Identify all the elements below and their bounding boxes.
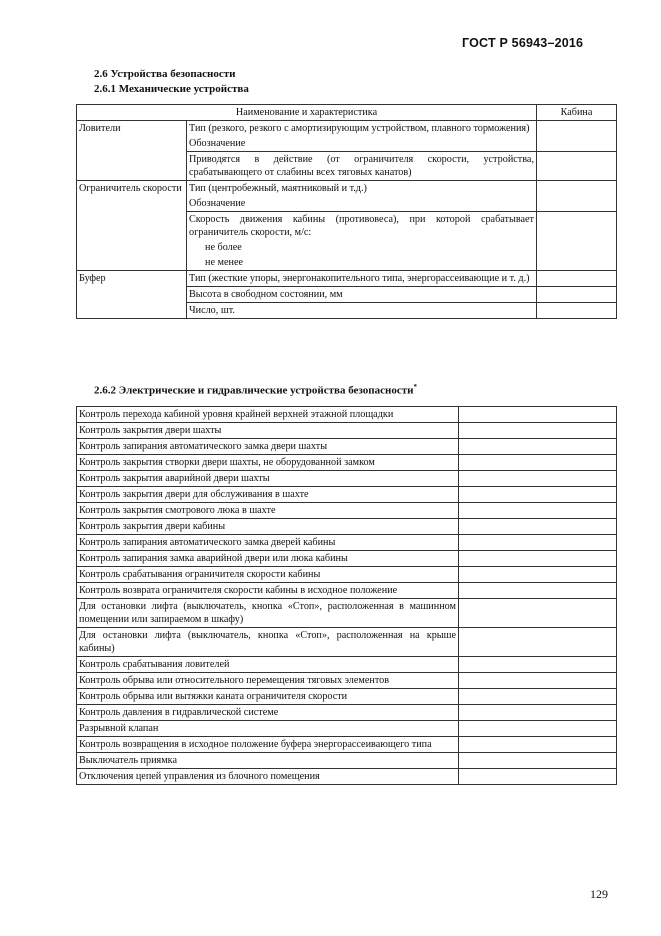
table-row	[77, 567, 617, 583]
table-row	[77, 455, 617, 471]
device-name-cell: Контроль закрытия створки двери шахты, не оборудованной замком	[77, 455, 459, 471]
device-value-cell[interactable]	[459, 487, 617, 503]
cabin-value-cell[interactable]	[537, 287, 617, 303]
device-value-cell[interactable]	[459, 583, 617, 599]
device-value-cell[interactable]	[459, 705, 617, 721]
electrical-devices-table	[76, 406, 617, 785]
table-row	[77, 599, 617, 628]
table-row	[77, 721, 617, 737]
table-row	[77, 657, 617, 673]
device-name-cell: Разрывной клапан	[77, 721, 459, 737]
table-row	[77, 769, 617, 785]
cabin-value-cell[interactable]	[537, 152, 617, 181]
mechanical-devices-table	[76, 104, 617, 319]
device-value-cell[interactable]	[459, 407, 617, 423]
device-value-cell[interactable]	[459, 503, 617, 519]
table-row	[77, 271, 617, 287]
device-name-cell: Контроль закрытия двери для обслуживания в шахте	[77, 487, 459, 503]
footnote-mark: *	[413, 383, 417, 391]
characteristic-cell	[187, 181, 537, 212]
cabin-value-cell[interactable]	[537, 303, 617, 319]
standard-header: ГОСТ Р 56943–2016	[462, 36, 584, 50]
device-value-cell[interactable]	[459, 657, 617, 673]
characteristic-line: Обозначение	[189, 138, 246, 149]
device-value-cell[interactable]	[459, 519, 617, 535]
device-value-cell[interactable]	[459, 455, 617, 471]
device-name-cell: Контроль закрытия аварийной двери шахты	[77, 471, 459, 487]
characteristic-line: Тип (резкого, резкого с амортизирующим устройством, плавного торможения)	[189, 123, 530, 134]
characteristic-line: Обозначение	[189, 198, 246, 209]
device-name-cell: Контроль закрытия двери шахты	[77, 423, 459, 439]
device-value-cell[interactable]	[459, 769, 617, 785]
cabin-value-cell[interactable]	[537, 271, 617, 287]
characteristic-cell	[187, 271, 537, 287]
group-name: Буфер	[77, 271, 187, 319]
device-name-cell: Для остановки лифта (выключатель, кнопка «Стоп», расположенная в машинном помещении или запираемом в шкафу)	[77, 599, 459, 628]
device-value-cell[interactable]	[459, 673, 617, 689]
section-2-6-2-title	[94, 383, 417, 397]
device-value-cell[interactable]	[459, 567, 617, 583]
section-2-6-title: 2.6 Устройства безопасности	[94, 68, 236, 80]
table-row	[77, 673, 617, 689]
device-name-cell: Контроль обрыва или вытяжки каната ограничителя скорости	[77, 689, 459, 705]
table-row	[77, 407, 617, 423]
table-row	[77, 705, 617, 721]
device-value-cell[interactable]	[459, 599, 617, 628]
column-header-name: Наименование и характеристика	[77, 105, 537, 121]
device-value-cell[interactable]	[459, 551, 617, 567]
cabin-value-cell[interactable]	[537, 121, 617, 152]
characteristic-line: Скорость движения кабины (противовеса), при которой срабатывает ограничитель скорости, м/с:	[189, 214, 534, 238]
column-header-cabin: Кабина	[537, 105, 617, 121]
device-name-cell: Контроль закрытия смотрового люка в шахте	[77, 503, 459, 519]
device-name-cell: Контроль срабатывания ограничителя скорости кабины	[77, 567, 459, 583]
device-name-cell: Контроль возвращения в исходное положение буфера энергорассеивающего типа	[77, 737, 459, 753]
device-value-cell[interactable]	[459, 721, 617, 737]
characteristic-line: Приводятся в действие (от ограничителя скорости, устройства, срабатывающего от слабины всех тяговых канатов)	[189, 154, 534, 178]
characteristic-line: Тип (центробежный, маятниковый и т.д.)	[189, 183, 367, 194]
table-row	[77, 423, 617, 439]
characteristic-cell	[187, 212, 537, 271]
device-name-cell: Контроль запирания автоматического замка двери шахты	[77, 439, 459, 455]
characteristic-line: Тип (жесткие упоры, энергонакопительного типа, энергорассеивающие и т. д.)	[189, 273, 530, 284]
device-name-cell: Контроль запирания замка аварийной двери или люка кабины	[77, 551, 459, 567]
group-name: Ограничитель скорости	[77, 181, 187, 271]
characteristic-line: не более	[205, 242, 242, 253]
device-name-cell: Контроль обрыва или относительного перемещения тяговых элементов	[77, 673, 459, 689]
table-row	[77, 535, 617, 551]
characteristic-cell	[187, 121, 537, 152]
page-number: 129	[590, 887, 608, 901]
table-row	[77, 583, 617, 599]
device-value-cell[interactable]	[459, 439, 617, 455]
device-value-cell[interactable]	[459, 753, 617, 769]
table-row	[77, 503, 617, 519]
characteristic-cell	[187, 152, 537, 181]
table-row	[77, 439, 617, 455]
characteristic-cell	[187, 303, 537, 319]
device-value-cell[interactable]	[459, 628, 617, 657]
characteristic-line: Число, шт.	[189, 305, 235, 316]
device-name-cell: Контроль закрытия двери кабины	[77, 519, 459, 535]
table-row	[77, 628, 617, 657]
device-name-cell: Контроль запирания автоматического замка дверей кабины	[77, 535, 459, 551]
cabin-value-cell[interactable]	[537, 181, 617, 212]
table-row	[77, 519, 617, 535]
table-row	[77, 753, 617, 769]
table-header-row	[77, 105, 617, 121]
group-name: Ловители	[77, 121, 187, 181]
device-value-cell[interactable]	[459, 471, 617, 487]
device-value-cell[interactable]	[459, 535, 617, 551]
device-name-cell: Выключатель приямка	[77, 753, 459, 769]
device-name-cell: Отключения цепей управления из блочного помещения	[77, 769, 459, 785]
device-name-cell: Контроль возврата ограничителя скорости кабины в исходное положение	[77, 583, 459, 599]
device-value-cell[interactable]	[459, 423, 617, 439]
table-row	[77, 551, 617, 567]
characteristic-line: Высота в свободном состоянии, мм	[189, 289, 343, 300]
device-name-cell: Контроль срабатывания ловителей	[77, 657, 459, 673]
section-2-6-2-title-text: 2.6.2 Электрические и гидравлические устройства безопасности	[94, 384, 414, 397]
characteristic-cell	[187, 287, 537, 303]
device-value-cell[interactable]	[459, 737, 617, 753]
device-value-cell[interactable]	[459, 689, 617, 705]
table-row	[77, 181, 617, 212]
characteristic-line: не менее	[205, 257, 243, 268]
device-name-cell: Для остановки лифта (выключатель, кнопка «Стоп», расположенная на крыше кабины)	[77, 628, 459, 657]
table-row	[77, 737, 617, 753]
cabin-value-cell[interactable]	[537, 212, 617, 271]
section-2-6-1-title: 2.6.1 Механические устройства	[94, 83, 249, 95]
device-name-cell: Контроль давления в гидравлической системе	[77, 705, 459, 721]
table-row	[77, 471, 617, 487]
device-name-cell: Контроль перехода кабиной уровня крайней верхней этажной площадки	[77, 407, 459, 423]
table-row	[77, 121, 617, 152]
table-row	[77, 689, 617, 705]
table-row	[77, 487, 617, 503]
